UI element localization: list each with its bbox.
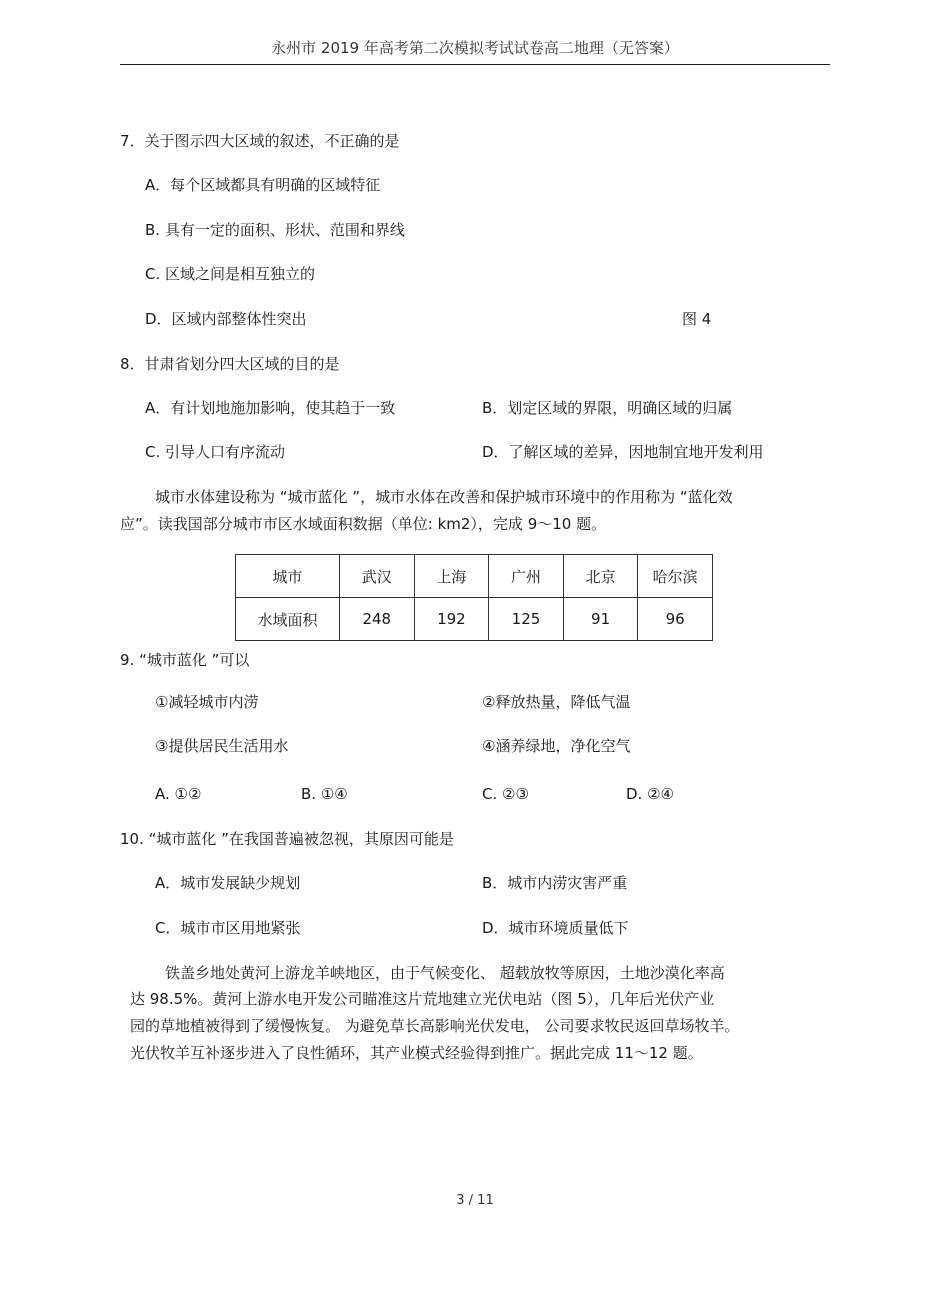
question-10-option-b: B．城市内涝灾害严重 (482, 874, 628, 892)
question-8-option-c: C. 引导人口有序流动 (145, 443, 286, 461)
table-header-cell: 城市 (236, 555, 340, 598)
table-header-cell: 武汉 (340, 555, 415, 598)
table-cell: 水域面积 (236, 598, 340, 641)
question-10-option-c: C．城市市区用地紧张 (155, 919, 301, 937)
question-10-option-a: A．城市发展缺少规划 (155, 874, 301, 892)
passage-2-line-1: 铁盖乡地处黄河上游龙羊峡地区，由于气候变化、 超载放牧等原因，土地沙漠化率高 (165, 964, 725, 982)
table-header-cell: 北京 (563, 555, 638, 598)
table-header-cell: 哈尔滨 (638, 555, 713, 598)
question-8-option-d: D．了解区域的差异，因地制宜地开发利用 (482, 443, 764, 461)
table-header-cell: 广州 (489, 555, 564, 598)
question-7-stem: 7．关于图示四大区域的叙述，不正确的是 (120, 132, 400, 150)
question-7-option-b: B. 具有一定的面积、形状、范围和界线 (145, 221, 405, 239)
table-cell: 125 (489, 598, 564, 641)
table-cell: 91 (563, 598, 638, 641)
question-9-item-3: ③提供居民生活用水 (155, 737, 289, 755)
question-9-option-d: D. ②④ (626, 785, 674, 803)
question-9-option-a: A. ①② (155, 785, 202, 803)
question-9-option-c: C. ②③ (482, 785, 529, 803)
passage-1-line-1: 城市水体建设称为 “城市蓝化 ”，城市水体在改善和保护城市环境中的作用称为 “蓝化效 (155, 488, 733, 506)
figure-4-label: 图 4 (682, 310, 712, 328)
water-area-table (235, 554, 713, 641)
question-7-option-c: C. 区域之间是相互独立的 (145, 265, 316, 283)
question-9-item-4: ④涵养绿地，净化空气 (482, 737, 631, 755)
table-header-cell: 上海 (414, 555, 489, 598)
question-10-stem: 10. “城市蓝化 ”在我国普遍被忽视，其原因可能是 (120, 830, 454, 848)
passage-2-line-4: 光伏牧羊互补逐步进入了良性循环，其产业模式经验得到推广。据此完成 11～12 题。 (130, 1044, 703, 1062)
passage-2-line-3: 园的草地植被得到了缓慢恢复。 为避免草长高影响光伏发电， 公司要求牧民返回草场牧羊。 (130, 1017, 740, 1035)
table-cell: 96 (638, 598, 713, 641)
question-7-option-d: D．区域内部整体性突出 (145, 310, 307, 328)
question-9-item-1: ①减轻城市内涝 (155, 693, 259, 711)
document-header-title: 永州市 2019 年高考第二次模拟考试试卷高二地理（无答案） (271, 39, 679, 57)
table-cell: 192 (414, 598, 489, 641)
table-row (236, 598, 713, 641)
table-cell: 248 (340, 598, 415, 641)
question-9-option-b: B. ①④ (301, 785, 348, 803)
question-8-option-b: B．划定区域的界限，明确区域的归属 (482, 399, 733, 417)
passage-2-line-2: 达 98.5%。黄河上游水电开发公司瞄准这片荒地建立光伏电站（图 5），几年后光伏产业 (130, 990, 715, 1008)
question-7-option-a: A．每个区域都具有明确的区域特征 (145, 176, 381, 194)
passage-1-line-2: 应”。读我国部分城市市区水域面积数据（单位: km2），完成 9～10 题。 (120, 515, 607, 533)
question-8-option-a: A．有计划地施加影响，使其趋于一致 (145, 399, 396, 417)
question-9-item-2: ②释放热量，降低气温 (482, 693, 631, 711)
question-8-stem: 8．甘肃省划分四大区域的目的是 (120, 355, 340, 373)
table-header-row (236, 555, 713, 598)
page-number: 3 / 11 (456, 1193, 494, 1208)
header-divider (120, 64, 830, 65)
question-10-option-d: D．城市环境质量低下 (482, 919, 629, 937)
question-9-stem: 9. “城市蓝化 ”可以 (120, 651, 250, 669)
